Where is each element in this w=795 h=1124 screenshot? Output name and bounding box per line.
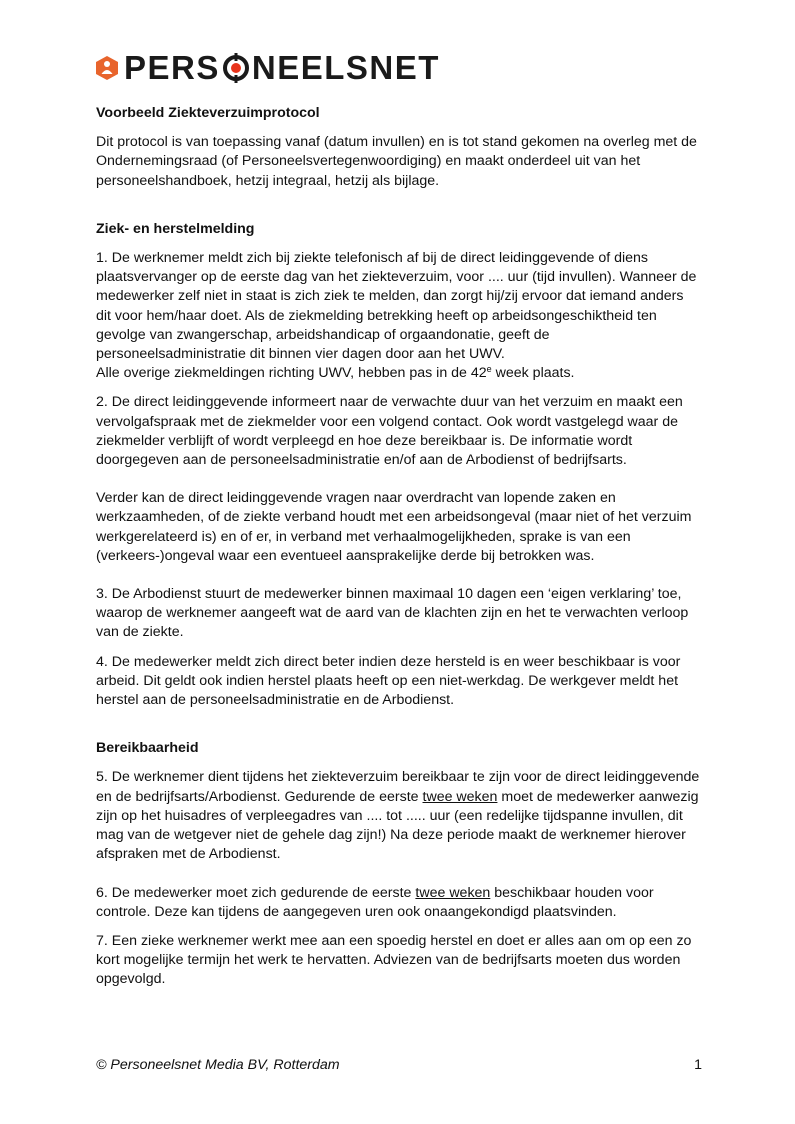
paragraph-2: 2. De direct leidinggevende informeert naar de verwachte duur van het verzuim en maakt een vervolgafspraak met de ziekmelder voor een volgend contact. Ook wordt vastgelegd waar de ziekmelder verblijft of wordt verpleegd en hoe deze bereikbaar is. De informatie wordt doorgegeven aan de personeelsadministratie en/of aan de Arbodienst of bedrijfsarts.: [96, 394, 683, 469]
paragraph-3: 3. De Arbodienst stuurt de medewerker binnen maximaal 10 dagen een ‘eigen verklaring’ toe, waarop de werknemer aangeeft wat de aard van de klachten zijn en het te verwachten verloop van de ziekte.: [96, 586, 689, 641]
section-heading-bereikbaarheid: Bereikbaarheid: [96, 740, 199, 757]
paragraph-2b: Verder kan de direct leidinggevende vragen naar overdracht van lopende zaken en werkzaamheden, of de ziekte verband houdt met een arbeidsongeval (maar niet of het verzuim werkgerelateerd is) en of er, in verband met verhaalmogelijkheden, sprake is van een (verkeers-)ongeval waar een eventueel aansprakelijke derde bij betrokken was.: [96, 490, 692, 564]
paragraph-6: [96, 884, 702, 922]
paragraph-1: 1. De werknemer meldt zich bij ziekte telefonisch af bij de direct leidinggevende of diens plaatsvervanger op de eerste dag van het ziekteverzuim, voor .... uur (tijd invullen). Wanneer de medewerker zelf niet in staat is zich ziek te melden, dan zorgt hij/zij ervoor dat iemand anders dit voor hem/haar doet. Als de ziekmelding betrekking heeft op arbeidsongeschiktheid ten gevolge van zwangerschap, arbeidshandicap of orgaandonatie, geeft de personeelsadministratie dit binnen vier dagen door aan het UWV.: [96, 250, 697, 363]
hexagon-person-icon: [96, 56, 118, 80]
p1b-superscript: e: [486, 364, 492, 375]
p6-tail: beschikbaar houden voor controle. Deze kan tijdens de aangegeven uren ook onaangekondigd plaatsvinden.: [96, 884, 654, 920]
logo-text-left: PERS: [124, 49, 220, 86]
logo-wordmark: [124, 50, 440, 86]
p6-underlined: twee weken: [415, 884, 491, 901]
footer-copyright: © Personeelsnet Media BV, Rotterdam: [96, 1057, 340, 1073]
section-heading-ziekmelding: Ziek- en herstelmelding: [96, 220, 255, 237]
paragraph-4: 4. De medewerker meldt zich direct beter indien deze hersteld is en weer beschikbaar is voor arbeid. Dit geldt ook indien herstel plaats heeft op een niet-werkdag. De werkgever meldt het herstel aan de personeelsadministratie en de Arbodienst.: [96, 653, 681, 709]
document-title: Voorbeeld Ziekteverzuimprotocol: [96, 105, 320, 121]
p5-text: 5. De werknemer dient tijdens het ziekteverzuim bereikbaar te zijn voor de direct leidinggevende en de bedrijfsarts/Arbodienst. Gedurende de eerste: [96, 769, 700, 805]
intro-paragraph: Dit protocol is van toepassing vanaf (datum invullen) en is tot stand gekomen na overleg met de Ondernemingsraad (of Personeelsvertegenwoordiging) en maakt onderdeel uit van het personeelshandboek, hetzij integraal, hetzij als bijlage.: [96, 134, 697, 189]
brand-logo: [96, 50, 440, 86]
logo-text-right: NEELSNET: [251, 49, 440, 86]
p1b-tail: week plaats.: [491, 365, 575, 382]
paragraph-7: 7. Een zieke werknemer werkt mee aan een spoedig herstel en doet er alles aan om op een zo kort mogelijke termijn het werk te hervatten. Adviezen van de bedrijfsarts moeten dus worden opgevolgd.: [96, 932, 692, 988]
page-footer: [96, 1057, 702, 1073]
document-body: [96, 104, 702, 990]
p6-text: 6. De medewerker moet zich gedurende de eerste: [96, 884, 416, 901]
page-number: 1: [694, 1057, 702, 1073]
paragraph-1b: [96, 364, 702, 383]
p5-tail: moet de medewerker aanwezig zijn op het huisadres of verpleegadres van .... tot ..... uur (een redelijke tijdspanne invullen, dit mag van de wetgever niet de gehele dag zijn!) Na deze periode maakt de werknemer hierover afspraken met de Arbodienst.: [96, 788, 699, 863]
crosshair-icon: [221, 53, 251, 83]
p5-underlined: twee weken: [422, 788, 498, 805]
p1b-text: Alle overige ziekmeldingen richting UWV, hebben pas in de 42: [96, 365, 487, 382]
paragraph-5: [96, 768, 702, 864]
